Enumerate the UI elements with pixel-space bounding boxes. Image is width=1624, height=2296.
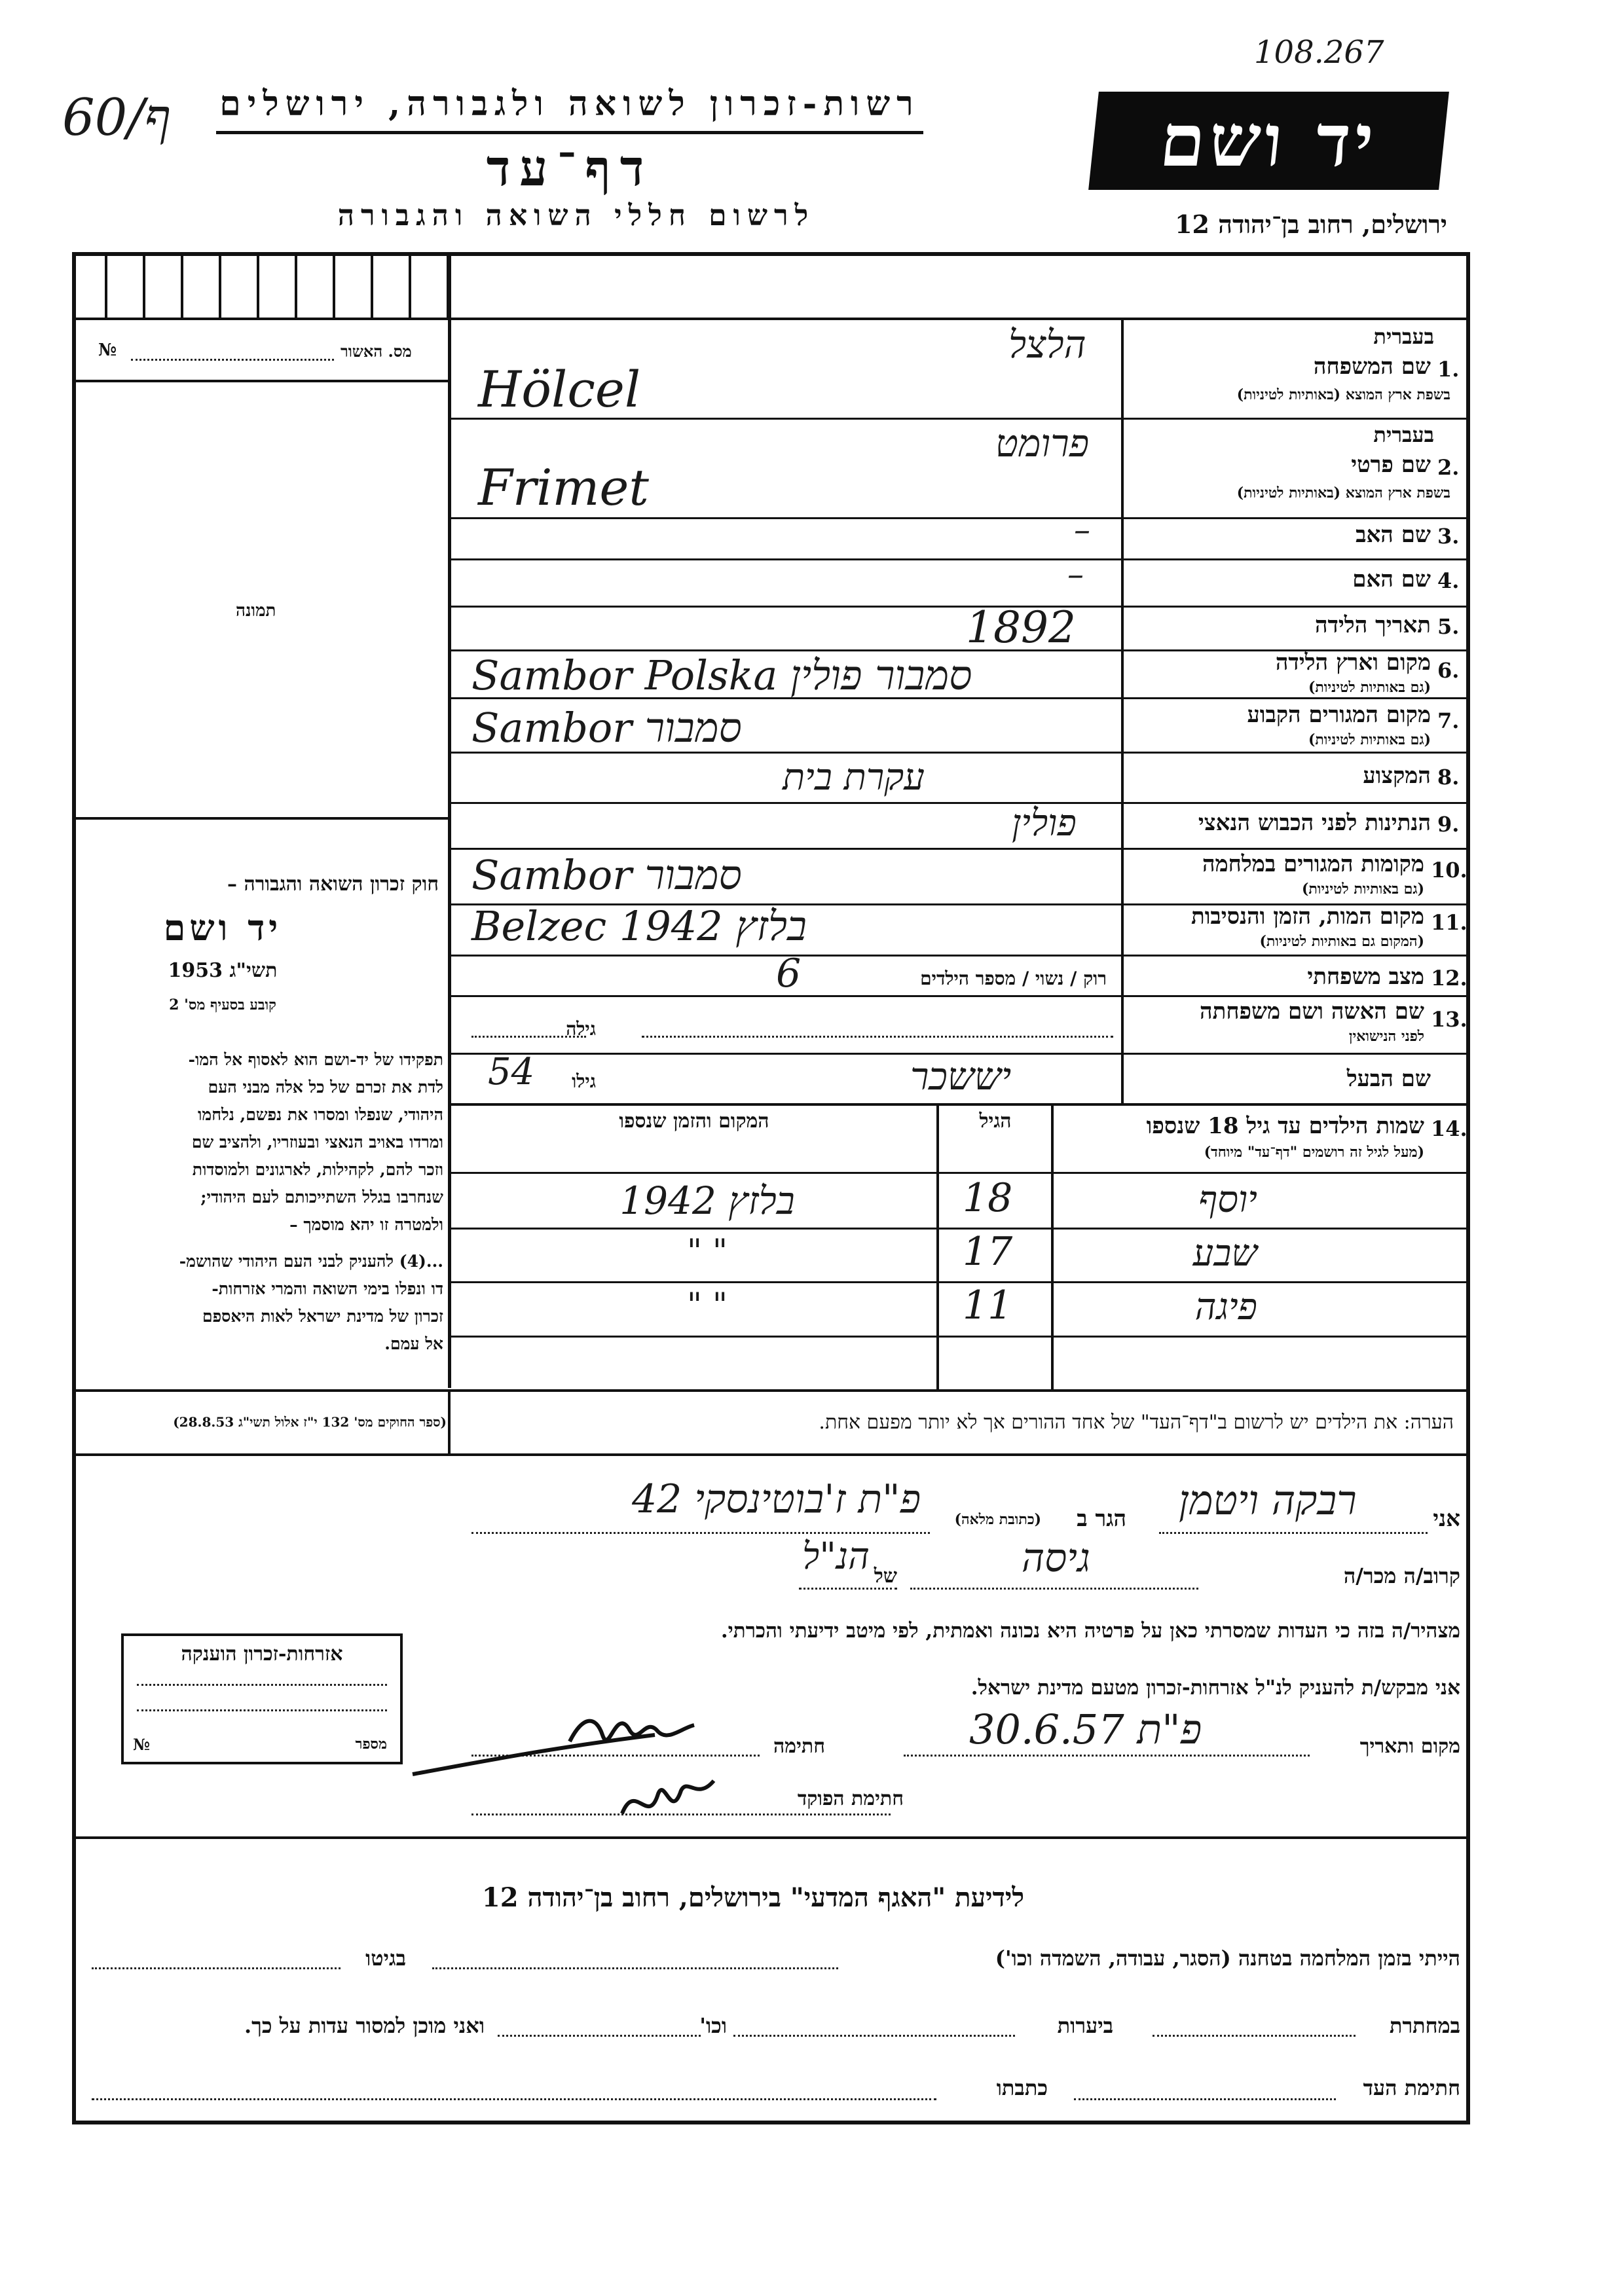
field-4-number: 4.	[1437, 568, 1460, 593]
yad-vashem-logo	[1088, 92, 1449, 190]
field-6-value[interactable]: Sambor Polska סמבור פולין	[471, 651, 972, 699]
field-9-number: 9.	[1437, 812, 1460, 837]
declare-text: מצהיר/ה בזה כי העדות שמסרתי כאן על פרטיה היא נכונה ואמתית, לפי מיטב ידיעתי והכרתי.	[720, 1619, 1460, 1643]
field-1-value-hebrew[interactable]: הלצל	[1008, 322, 1086, 367]
of-label: של	[874, 1565, 897, 1588]
field-2-hebrew-tag: בעברית	[1373, 422, 1434, 447]
field-7-number: 7.	[1437, 708, 1460, 733]
footer-line3-b: כתבתו	[996, 2075, 1048, 2100]
field-7-sublabel: (גם באותיות לטיניות)	[1308, 731, 1431, 748]
child-3-name[interactable]: פיגה	[1194, 1286, 1257, 1328]
field-3-number: 3.	[1437, 524, 1460, 549]
field-9-value[interactable]: פולין	[1012, 802, 1077, 845]
officer-signature	[616, 1768, 720, 1827]
child-3-age[interactable]: 11	[963, 1283, 1013, 1328]
field-10-number: 10.	[1431, 858, 1467, 883]
child-1-place[interactable]: בלזץ 1942	[619, 1178, 795, 1223]
husband-age-label: גילו	[572, 1070, 596, 1092]
field-3-value[interactable]: –	[1074, 511, 1090, 549]
declarant-i-label: אני	[1433, 1506, 1460, 1532]
children-col-age: הגיל	[979, 1110, 1012, 1133]
signature-label: חתימה	[773, 1735, 825, 1758]
field-11-sublabel: (המקום גם באותיות לטיניות)	[1259, 933, 1424, 950]
footer-line2-d: ואני מוכן למסור עדות על כך.	[244, 2013, 485, 2038]
field-6-label: מקום וארץ הלידה	[1275, 649, 1431, 676]
declarant-name[interactable]: רבקה ויטמן	[1179, 1476, 1357, 1524]
place-date-value[interactable]: פ"ת 30.6.57	[969, 1705, 1202, 1753]
field-2-number: 2.	[1437, 455, 1460, 480]
field-13-number: 13.	[1431, 1007, 1467, 1032]
law-text: תפקידו של יד-ושם הוא לאסוף אל המו- לדת את זכרם של כל אלה מבני העם היהודי, שנפלו ומסרו את נפשם, נלחמו ומרדו באויב הנאצי ובעוזריו, ולהציב שם וזכר להם, לקהילות, לארגונים ולמוסדות שנחרבו בגלל השתייכותם לעם היהודי; ולמטרה זו יהא מוסמך – ...(4) להעניק לבני העם היהודי שהושמ- דו ונפלו בימי השואה והמרי אזרחות- זכרון של מדינת ישראל לאות היאספם אל עמם.	[179, 1050, 443, 1353]
husband-name-value[interactable]: יששכר	[910, 1054, 1012, 1099]
field-7-value[interactable]: Sambor סמבור	[471, 704, 742, 752]
logo-text: יד ושם	[1156, 98, 1382, 183]
field-2-label: שם פרטי	[1351, 452, 1431, 478]
field-7-label: מקום המגורים הקבוע	[1247, 702, 1431, 728]
field-12-value[interactable]: 6	[776, 951, 802, 996]
of-name-value[interactable]: הנ"ל	[802, 1535, 870, 1578]
field-10-value[interactable]: Sambor סמבור	[471, 851, 742, 899]
child-3-place[interactable]: " "	[687, 1286, 728, 1324]
field-2-value-hebrew[interactable]: פרומט	[995, 421, 1090, 465]
declarant-address[interactable]: פ"ת ז'בוטינסקי 42	[632, 1476, 921, 1522]
footer-line1-b: בגיטו	[365, 1946, 406, 1971]
citizenship-box	[121, 1633, 403, 1764]
citizenship-box-title: אזרחות-זכרון הוענקה	[181, 1643, 343, 1666]
child-2-age[interactable]: 17	[963, 1229, 1013, 1275]
form-subtitle: לרשום חללי השואה והגבורה	[337, 199, 815, 232]
full-address-label: (כתובת מלאה)	[954, 1511, 1041, 1528]
child-1-name[interactable]: יוסף	[1198, 1178, 1257, 1221]
footer-line2-a: במחתרת	[1389, 2013, 1460, 2038]
citizenship-no-symbol: №	[133, 1735, 151, 1754]
handwritten-reference-number: 108.267	[1254, 34, 1384, 71]
relation-value[interactable]: גיסה	[1022, 1535, 1090, 1581]
field-11-label: מקום המות, הזמן והנסיבות	[1190, 903, 1424, 930]
footer-line2-b: ביערות	[1057, 2013, 1113, 2038]
field-4-label: שם האם	[1352, 566, 1431, 592]
footer-line3-a: חתימת העד	[1363, 2075, 1460, 2100]
law-clause: קובע בסעיף מס' 2	[169, 996, 276, 1013]
relative-label: קרוב/ה מכר/ה	[1343, 1563, 1460, 1588]
field-8-label: המקצוע	[1363, 763, 1431, 789]
field-6-number: 6.	[1437, 658, 1460, 683]
officer-signature-label: חתימת הפוקד	[797, 1787, 904, 1810]
child-2-place[interactable]: " "	[687, 1232, 728, 1270]
field-3-label: שם האב	[1356, 522, 1431, 548]
field-13-sublabel: לפני הנישואין	[1348, 1028, 1424, 1045]
children-col-place: המקום והזמן שנספו	[619, 1110, 769, 1133]
law-title: חוק זכרון השואה והגבורה –	[227, 873, 439, 896]
field-13-label: שם האשה ושם משפחתה	[1200, 998, 1424, 1025]
field-1-value-latin[interactable]: Hölcel	[478, 360, 641, 418]
field-12-options: רוק / נשוי / מספר הילדים	[920, 968, 1107, 989]
law-year: תשי"ג 1953	[168, 959, 278, 982]
footer-line2-c: וכו'	[699, 2013, 727, 2038]
field-1-hebrew-tag: בעברית	[1373, 324, 1434, 349]
field-2-sublabel: בשפת ארץ המוצא (באותיות לטיניות)	[1236, 484, 1450, 501]
field-6-sublabel: (גם באותיות לטיניות)	[1308, 679, 1431, 696]
field-10-label: מקומות המגורים במלחמה	[1202, 851, 1424, 877]
approval-number-label: מס. האשור	[341, 342, 412, 361]
approval-no-symbol: №	[98, 340, 117, 360]
field-11-number: 11.	[1431, 910, 1467, 935]
field-11-value[interactable]: Belzec 1942 בלזץ	[471, 902, 807, 950]
place-date-label: מקום ותאריך	[1359, 1735, 1460, 1758]
field-12-label: מצב משפחתי	[1307, 964, 1424, 990]
citizenship-number-label: מספר	[355, 1736, 387, 1753]
footer-line1-a: הייתי בזמן המלחמה בטחנה (הסגר, עבודה, השמדה וכו')	[995, 1946, 1460, 1971]
law-source: (ספר החוקים מס' 132 י"ז אלול תשי"ג 28.8.53)	[173, 1414, 447, 1430]
field-1-label: שם המשפחה	[1313, 354, 1431, 380]
children-number: 14.	[1431, 1116, 1467, 1141]
request-text: אני מבקש/ת להעניק לנ"ל אזרחות-זכרון מטעם מדינת ישראל.	[970, 1676, 1460, 1700]
field-2-value-latin[interactable]: Frimet	[478, 458, 649, 517]
handwritten-code: 60/ף	[62, 88, 171, 147]
authority-name: רשות-זכרון לשואה ולגבורה, ירושלים	[219, 84, 920, 124]
field-12-number: 12.	[1431, 966, 1467, 991]
field-5-value[interactable]: 1892	[966, 602, 1076, 653]
field-1-number: 1.	[1437, 357, 1460, 382]
law-name: יד ושם	[163, 907, 282, 949]
children-subtitle: (מעל לגיל זה רושמים "דף־עד" מיוחד)	[1204, 1144, 1424, 1161]
field-4-value[interactable]: –	[1067, 555, 1084, 593]
photo-label: תמונה	[236, 601, 276, 621]
resides-label: הגר ב	[1077, 1506, 1126, 1532]
field-5-label: תאריך הלידה	[1314, 612, 1431, 638]
form-title: דף־עד	[486, 139, 654, 197]
child-1-age[interactable]: 18	[963, 1175, 1013, 1221]
husband-name-label: שם הבעל	[1346, 1066, 1431, 1092]
field-8-number: 8.	[1437, 765, 1460, 790]
field-5-number: 5.	[1437, 614, 1460, 639]
field-10-sublabel: (גם באותיות לטיניות)	[1301, 881, 1424, 898]
child-2-name[interactable]: שבע	[1192, 1232, 1257, 1275]
field-1-sublabel: בשפת ארץ המוצא (באותיות לטיניות)	[1236, 386, 1450, 403]
field-13-age-label: גילה	[566, 1018, 596, 1040]
children-note: הערה: את הילדים יש לרשום ב"דף־העד" של אחד ההורים אך לא יותר מפעם אחת.	[819, 1411, 1454, 1434]
husband-age-value[interactable]: 54	[488, 1051, 535, 1093]
field-8-value[interactable]: עקרת בית	[783, 756, 925, 799]
address: ירושלים, רחוב בן־יהודה 12	[1175, 210, 1447, 239]
field-9-label: הנתינות לפני הכבוש הנאצי	[1198, 810, 1431, 836]
children-title: שמות הילדים עד גיל 18 שנספו	[1146, 1113, 1424, 1139]
footer-title: לידיעת "האגף המדעי" בירושלים, רחוב בן־יהודה 12	[481, 1882, 1025, 1913]
